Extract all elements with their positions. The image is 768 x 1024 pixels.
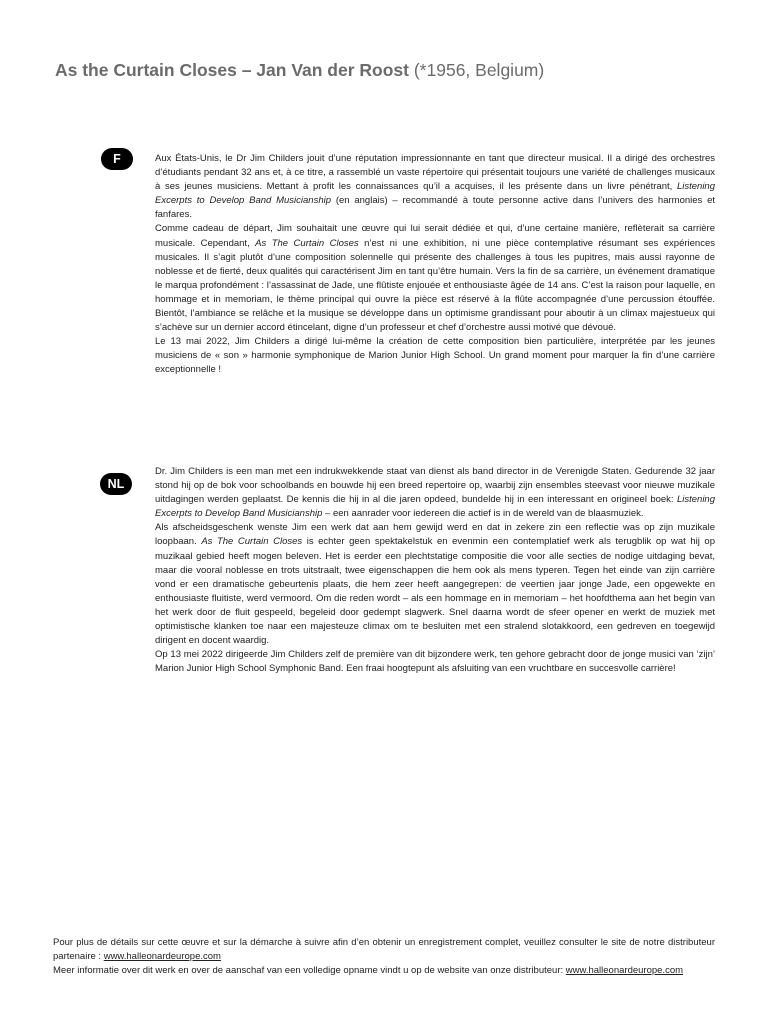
footer-french-line — [53, 936, 715, 964]
dutch-p2-text: Als afscheidsgeschenk wenste Jim een werk dat aan hem gewijd werd en dat in zekere zin een reflectie was op zijn muzikale loopbaan. — [155, 522, 715, 548]
page-title — [55, 60, 755, 81]
french-p1-end: (en anglais) – recommandé à toute personne active dans l’univers des harmonies et fanfares. — [155, 195, 715, 221]
dutch-language-badge: NL — [100, 473, 132, 495]
dutch-p1-text: Dr. Jim Childers is een man met een indrukwekkende staat van dienst als band director in de Verenigde Staten. Gedurende 32 jaar stond hij op de bok voor schoolbands en bouwde hij een breed repertoire op, waarbij zijn ensembles steevast voor nieuwe muzikale uitdagingen werden geplaatst. De kennis die hij in al die jaren opdeed, bundelde hij in een interessant en origineel boek: — [155, 466, 715, 506]
dutch-paragraph-3: Op 13 mei 2022 dirigeerde Jim Childers zelf de première van dit bijzondere werk, ten gehore gebracht door de jonge musici van ‘zijn’ Marion Junior High School Symphonic Band. Een fraai hoogtepunt als afsluiting van een vruchtbare en succesvolle carrière! — [155, 649, 715, 675]
french-book-title: Listening Excerpts to Develop Band Musicianship — [155, 181, 715, 207]
french-work-title: As The Curtain Closes — [255, 237, 359, 249]
french-paragraph-3: Le 13 mai 2022, Jim Childers a dirigé lui-même la création de cette composition bien particulière, interprétée par les jeunes musiciens de « son » harmonie symphonique de Marion Junior High School. Un grand moment pour marquer la fin d’une carrière exceptionnelle ! — [155, 336, 715, 376]
footer-french-text: Pour plus de détails sur cette œuvre et sur la démarche à suivre afin d’en obtenir un enregistrement complet, veuillez consulter le site de notre distributeur partenaire : — [53, 937, 715, 962]
footer-dutch-link[interactable]: www.halleonardeurope.com — [565, 965, 684, 976]
french-paragraph-2 — [155, 222, 715, 335]
french-p2-end: n’est ni une exhibition, ni une pièce contemplative résumant ses expériences musicales. Il s’agit plutôt d’une composition solennelle qui présente des challenges à tous les pupitres, mais aussi rayonne de noblesse et de fierté, deux qualités qui caractérisent Jim en tant qu’être humain. Vers la fin de sa carrière, un événement dramatique le marqua profondément : l’assassinat de Jade, une flûtiste enjouée et enthousiaste âgée de 14 ans. C’est la raison pour laquelle, en hommage et in memoriam, le thème principal qui ouvre la pièce est réservé à la flûte accompagnée d’une percussion étouffée. Bientôt, l’ambiance se relâche et la musique se développe dans un optimisme grandissant pour aboutir à un climax majestueux qui s’achève sur un dernier accord étincelant, digne d’un professeur et chef d’orchestre aussi motivé que dévoué. — [155, 237, 715, 334]
dutch-p1-end: – een aanrader voor iedereen die actief is in de wereld van de blaasmuziek. — [322, 508, 644, 520]
footer — [53, 936, 715, 978]
french-p2-text: Comme cadeau de départ, Jim souhaitait une œuvre qui lui serait dédiée et qui, d’une certaine manière, reflèterait sa carrière musicale. Cependant, — [155, 223, 715, 249]
french-section — [155, 152, 715, 378]
dutch-paragraph-1 — [155, 465, 715, 521]
title-text: As the Curtain Closes – Jan Van der Roost — [55, 60, 409, 80]
footer-dutch-line — [53, 964, 715, 978]
title-subtitle: (*1956, Belgium) — [413, 60, 545, 80]
dutch-work-title: As The Curtain Closes — [201, 536, 303, 548]
dutch-p2-end: is echter geen spektakelstuk en evenmin een contemplatief werk als terugblik op wat hij op muzikaal gebied heeft mogen beleven. Het is eerder een plechtstatige compositie die voor alle secties de nodige uitdaging bevat, maar die vooral noblesse en trots uitstraalt, twee eigenschappen die hem ook als mens typeren. Tegen het einde van zijn carrière vond er een dramatische gebeurtenis plaats, die hem zeer heeft aangegrepen: de veertien jaar jonge Jade, een opgewekte en enthousiaste fluitiste, werd vermoord. Om die reden wordt – als een hommage en in memoriam – het hoofdthema aan het begin van het werk door de fluit gespeeld, begeleid door gedempt slagwerk. Snel daarna wordt de sfeer opener en werkt de muziek met optimistische klanken toe naar een majesteuze climax om te besluiten met een stralend slotakkoord, een gedreven en toegewijd dirigent en docent waardig. — [155, 536, 715, 647]
dutch-paragraph-2 — [155, 521, 715, 648]
footer-dutch-text: Meer informatie over dit werk en over de aanschaf van een volledige opname vindt u op de website van onze distributeur: — [53, 965, 566, 976]
dutch-section — [155, 465, 715, 676]
french-language-badge: F — [101, 148, 133, 170]
footer-french-link[interactable]: www.halleonardeurope.com — [103, 951, 221, 962]
dutch-book-title: Listening Excerpts to Develop Band Musicianship — [155, 494, 715, 520]
french-paragraph-1 — [155, 152, 715, 222]
french-p1-text: Aux États-Unis, le Dr Jim Childers jouit d’une réputation impressionnante en tant que directeur musical. Il a dirigé des orchestres d’étudiants pendant 32 ans et, à ce titre, a rassemblé un vaste répertoire qui présentait toujours une variété de challenges musicaux à ses jeunes musiciens. Mettant à profit les connaissances qu’il a acquises, il les présente dans un livre pénétrant, — [155, 153, 715, 193]
